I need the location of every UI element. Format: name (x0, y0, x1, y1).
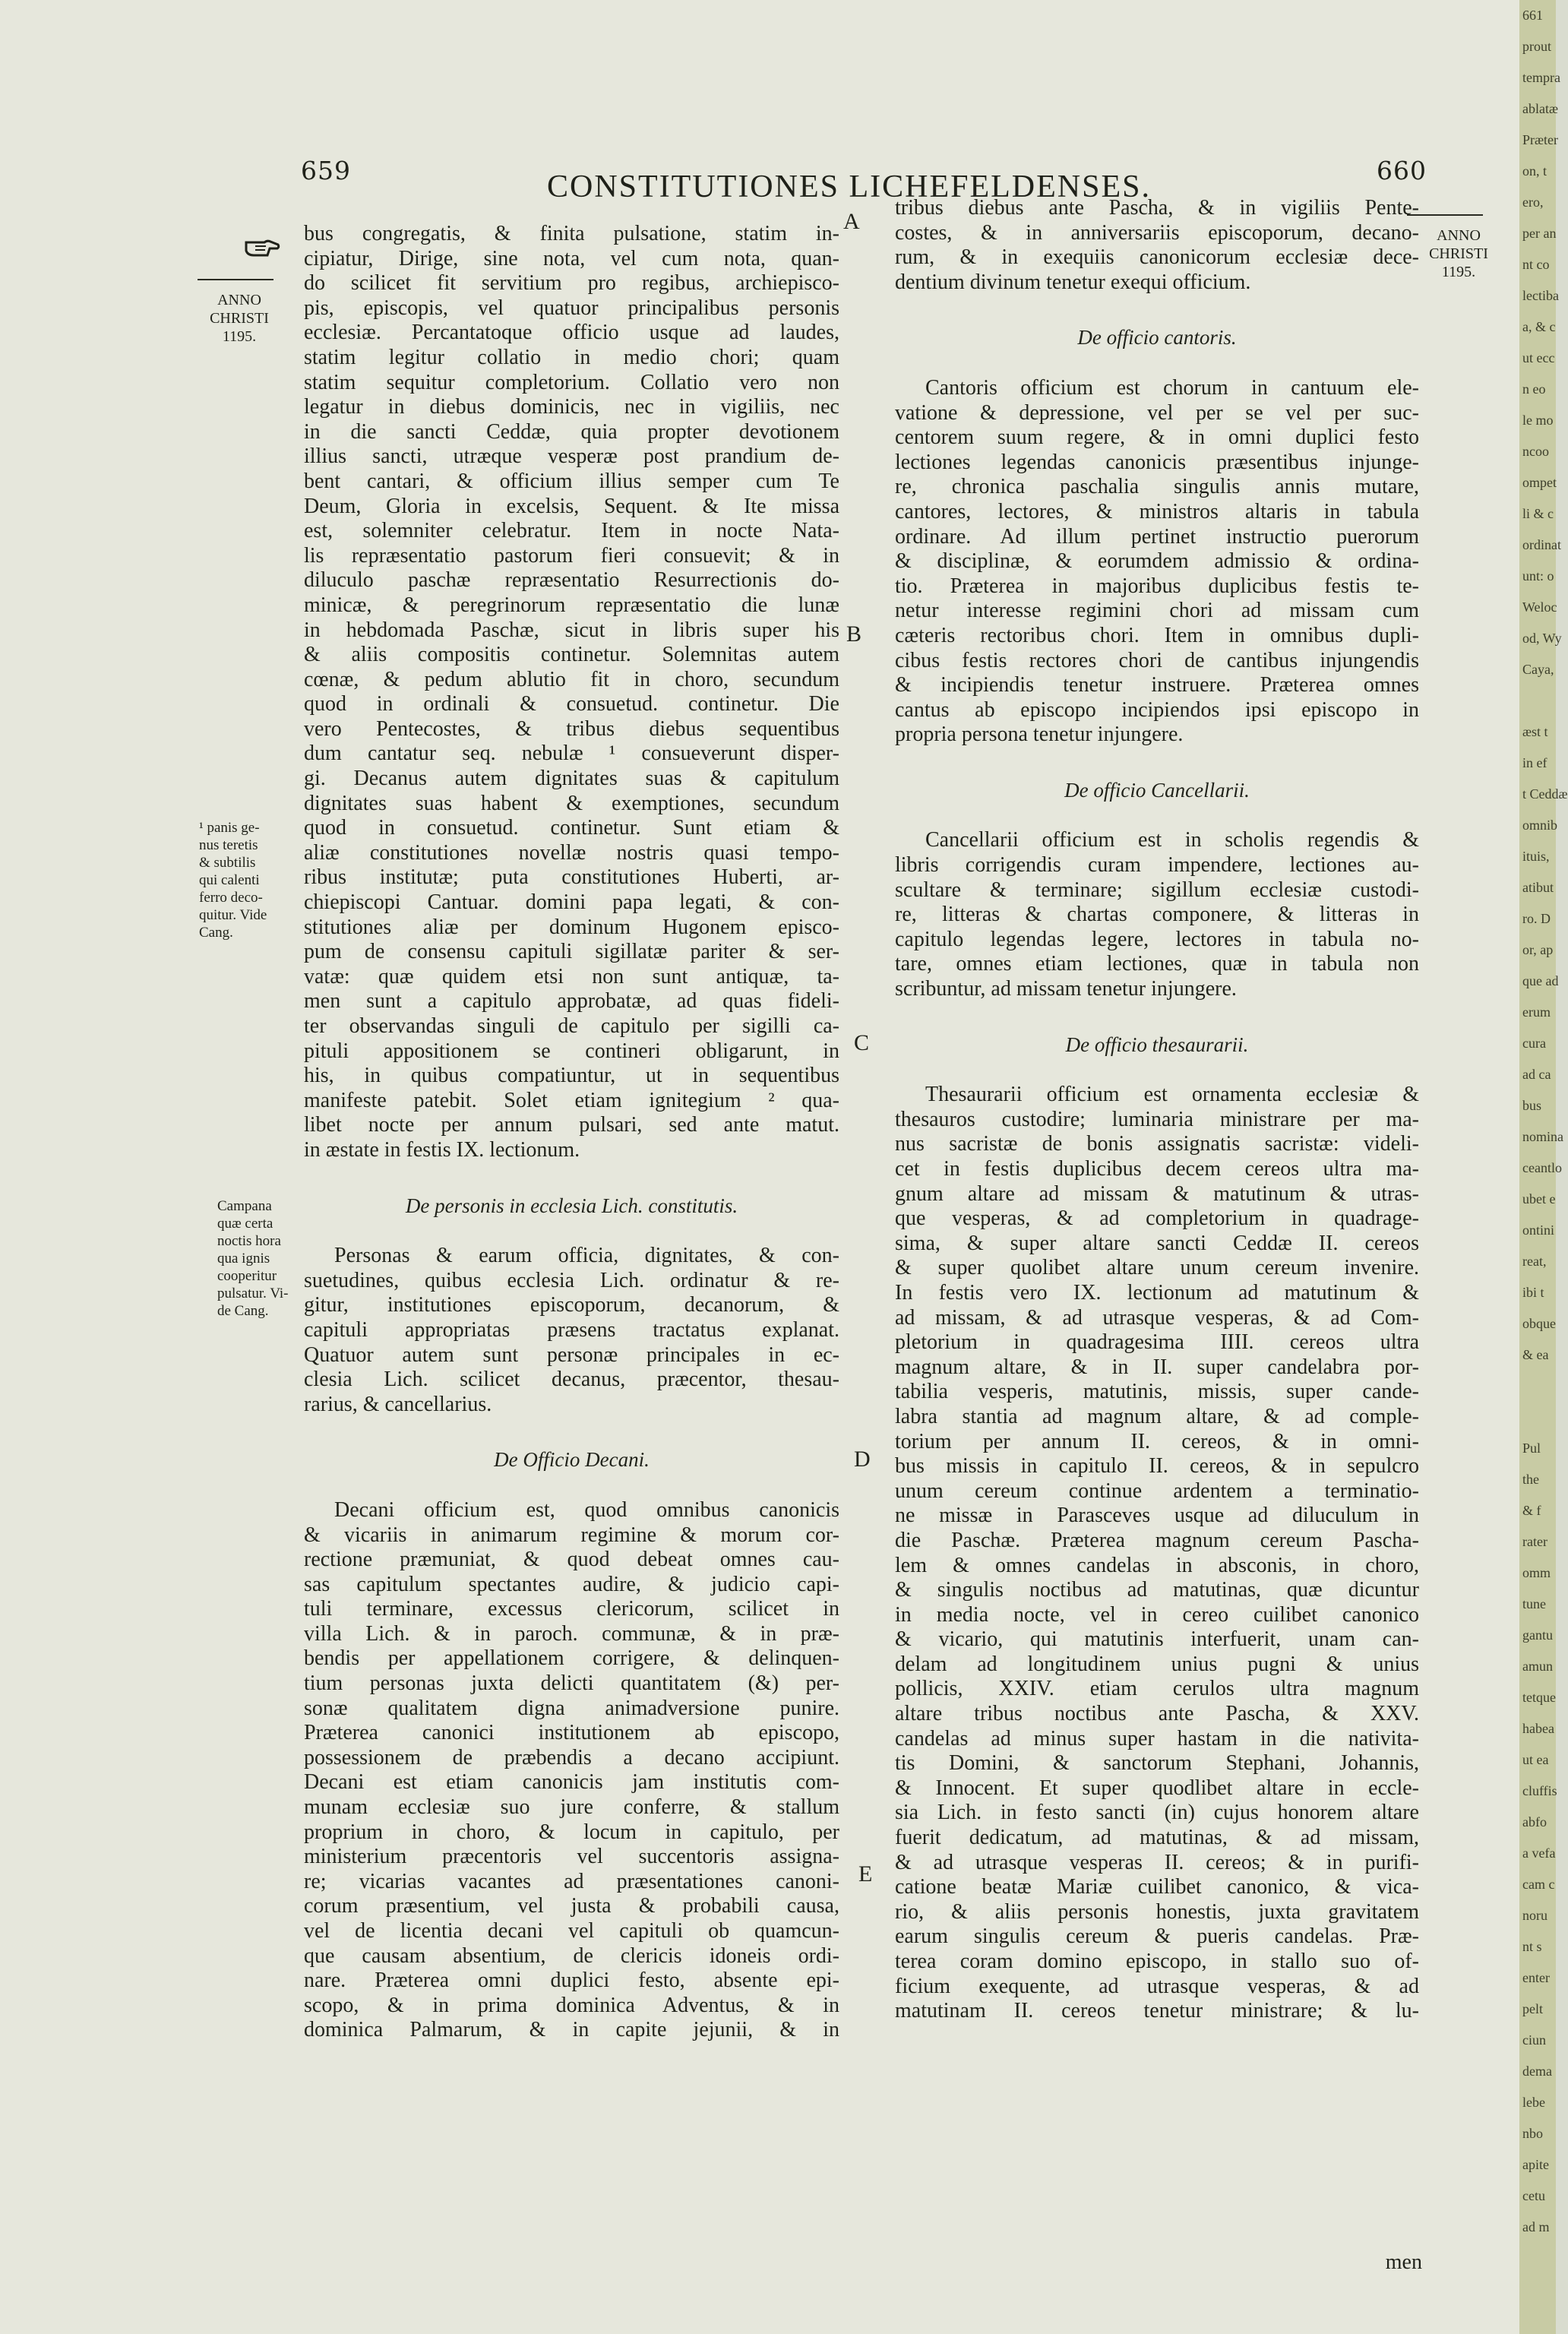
facing-line: cetu (1522, 2188, 1545, 2203)
text-line: propria persona tenetur injungere. (895, 723, 1184, 747)
text-line: sima, & super altare sancti Ceddæ II. cereos (895, 1231, 1419, 1255)
text-line: in media nocte, vel in cereo cuilibet canonico (895, 1602, 1419, 1627)
note-line: qui calenti (199, 872, 260, 888)
facing-line: omnib (1522, 818, 1558, 833)
facing-line: amun (1522, 1659, 1553, 1674)
text-line: stitutiones aliæ per dominum Hugonem episco- (304, 915, 839, 939)
text-line: tis Domini, & sanctorum Stephani, Johannis, (895, 1751, 1419, 1776)
text-line: pollicis, XXIV. etiam cerulos ultra magnum (895, 1677, 1419, 1701)
note-line: ¹ panis ge- (199, 820, 260, 836)
facing-line: cluffis (1522, 1783, 1557, 1798)
facing-line: cam c (1522, 1877, 1555, 1892)
text-line: & vicario, qui matutinis interfuerit, unam can- (895, 1627, 1419, 1652)
text-line: cet in festis duplicibus decem cereos ultra ma- (895, 1157, 1419, 1181)
facing-line: or, ap (1522, 942, 1554, 957)
text-line: aliæ constitutiones novellæ nostris quasi tempo- (304, 840, 839, 865)
text-line: tuli terminare, excessus clericorum, scilicet in (304, 1597, 839, 1621)
text-line: cæteris rectoribus chori. Item in omnibus dupli- (895, 623, 1419, 647)
facing-line (1519, 1402, 1556, 1433)
facing-line: lectiba (1522, 288, 1559, 303)
section-letter-b: B (846, 621, 862, 647)
text-line: proprium in choro, & locum in capitulo, per (304, 1820, 839, 1844)
text-line: quod in consuetud. continetur. Sunt etiam & (304, 816, 839, 840)
facing-line: dema (1522, 2064, 1552, 2079)
note-line: quæ certa (217, 1216, 273, 1232)
facing-line: ordinat (1522, 537, 1561, 552)
facing-line: & ea (1522, 1347, 1549, 1362)
facing-line: ut ea (1522, 1752, 1549, 1767)
text-line: chiepiscopi Cantuar. domini papa legati, & con- (304, 890, 839, 915)
note-line: quitur. Vide (199, 907, 267, 923)
facing-line: in ef (1522, 755, 1547, 770)
text-line: centorem suum regere, & in omni duplici festo (895, 425, 1419, 450)
text-line: Præterea canonici institutionem ab episcopo, (304, 1721, 839, 1745)
text-line: rio, & aliis personis honestis, juxta gravitatem (895, 1899, 1419, 1924)
right-column (895, 196, 1419, 2024)
facing-line: ro. D (1522, 911, 1551, 926)
text-line: costes, & in anniversariis episcoporum, decano- (895, 220, 1419, 245)
facing-line: ncoo (1522, 444, 1549, 459)
facing-line: the (1522, 1472, 1539, 1487)
section-heading-thesaurarii: De officio thesaurarii. (1065, 1033, 1249, 1056)
facing-line: Pul (1522, 1441, 1541, 1456)
margin-rule-left (198, 279, 273, 280)
facing-line: 661 (1522, 8, 1543, 23)
text-line: in æstate in festis IX. lectionum. (304, 1137, 580, 1162)
note-line: & subtilis (199, 855, 256, 871)
text-line: re; vicarias vacantes ad præsentationes canoni- (304, 1869, 839, 1893)
catchword: men (1385, 2250, 1422, 2274)
text-line: Decani officium est, quod omnibus canonicis (334, 1497, 839, 1522)
text-line: magnum altare, & in II. super candelabra por- (895, 1355, 1419, 1379)
christi-label: CHRISTI (1429, 245, 1488, 262)
note-line: pulsatur. Vi- (217, 1286, 289, 1301)
text-line: scopo, & in prima dominica Adventus, & in (304, 1993, 839, 2017)
facing-line: Præter (1522, 132, 1558, 147)
text-line: ne missæ in Parasceves usque ad diluculum in (895, 1504, 1419, 1528)
facing-line: od, Wy (1522, 631, 1562, 646)
text-line: bus missis in capitulo II. cereos, & in sepulcro (895, 1454, 1419, 1479)
text-line: In festis vero IX. lectionum ad matutinum & (895, 1280, 1419, 1305)
facing-line: obque (1522, 1316, 1556, 1331)
text-line: delam ad longitudinem unius pugni & unius (895, 1652, 1419, 1676)
text-line: tabilia vesperis, matutinis, missis, super cande- (895, 1380, 1419, 1404)
facing-line: ompet (1522, 475, 1557, 490)
note-line: nus teretis (199, 837, 258, 853)
text-line: nus sacristæ de bonis assignatis sacristæ: videli- (895, 1132, 1419, 1156)
facing-line: ontini (1522, 1222, 1555, 1238)
text-line: & Innocent. Et super quodlibet altare in eccle- (895, 1776, 1419, 1800)
facing-line (1519, 1371, 1556, 1402)
text-line: nare. Præterea omni duplici festo, absente epi- (304, 1969, 839, 1993)
text-line: ad missam, & ad utrasque vesperas, & ad Com- (895, 1305, 1419, 1330)
facing-line: ad ca (1522, 1067, 1551, 1082)
text-line: men sunt a capitulo approbatæ, ad quas fideli- (304, 989, 839, 1014)
text-line: dum cantatur seq. nebulæ ¹ consueverunt disper- (304, 742, 839, 766)
facing-line: habea (1522, 1721, 1554, 1736)
section-letter-e: E (858, 1861, 873, 1886)
text-line: illius sancti, utræque vesperæ post prandium de- (304, 444, 839, 469)
text-line: torium per annum II. cereos, & in omni- (895, 1429, 1419, 1453)
text-line: die Paschæ. Præterea magnum cereum Pascha- (895, 1528, 1419, 1552)
text-line: minicæ, & peregrinorum repræsentatio die lunæ (304, 593, 839, 617)
page-number-left: 659 (301, 156, 351, 185)
facing-line: lebe (1522, 2095, 1545, 2110)
facing-line: & f (1522, 1503, 1541, 1518)
christi-label: CHRISTI (210, 310, 269, 327)
text-line: & ad utrasque vesperas II. cereos; & in purifi- (895, 1850, 1419, 1874)
running-title: CONSTITUTIONES LICHEFELDENSES. (547, 169, 1151, 204)
text-line: cantus ab episcopo incipiendos ipsi episcopo in (895, 697, 1419, 722)
anno-christi-left (194, 291, 285, 346)
text-line: thesauros custodire; luminaria ministrare per ma- (895, 1107, 1419, 1131)
anno-label: ANNO (217, 292, 261, 308)
facing-line: prout (1522, 39, 1551, 54)
text-line: in die sancti Ceddæ, quia propter devotionem (304, 419, 839, 444)
text-line: bendis per appellationem corrigere, & delinquen- (304, 1646, 839, 1671)
text-line: dignitates suas habent & exemptiones, secundum (304, 791, 839, 815)
facing-line: nbo (1522, 2126, 1543, 2141)
facing-line: ero, (1522, 194, 1544, 210)
text-line: Cancellarii officium est in scholis regendis & (925, 828, 1419, 852)
text-line: lectiones legendas canonicis præsentibus injunge- (895, 450, 1419, 474)
facing-line: ablatæ (1522, 101, 1558, 116)
facing-page-edge (1519, 0, 1568, 2334)
text-line: tare, omnes etiam lectiones, quæ in tabula non (895, 952, 1419, 976)
margin-note-panis (199, 819, 298, 941)
facing-line: omm (1522, 1565, 1551, 1580)
text-line: gitur, institutiones episcoporum, decanorum, & (304, 1293, 839, 1317)
text-line: & singulis noctibus ad matutinas, quæ dicuntur (895, 1578, 1419, 1602)
section-letter-d: D (854, 1447, 871, 1472)
facing-line: per an (1522, 226, 1557, 241)
text-line: est, solemniter celebratur. Item in nocte Nata- (304, 519, 839, 543)
facing-line: apite (1522, 2157, 1549, 2172)
facing-line: nomina (1522, 1129, 1563, 1144)
text-line: libet nocte per annum pulsari, sed ante matut. (304, 1113, 839, 1137)
anno-christi-right (1413, 226, 1504, 281)
note-line: Cang. (199, 925, 233, 941)
facing-line: erum (1522, 1004, 1551, 1020)
facing-line: ut ecc (1522, 350, 1555, 365)
text-line: earum singulis cereum & pueris candelas. Præ- (895, 1924, 1419, 1949)
facing-line: reat, (1522, 1254, 1547, 1269)
text-line: ficium exequente, ad utrasque vesperas, & ad (895, 1974, 1419, 1998)
facing-line: Weloc (1522, 599, 1557, 615)
text-line: que vesperas, & ad completorium in quadrage- (895, 1207, 1419, 1231)
text-line: cantores, lectores, & ministros altaris in tabula (895, 499, 1419, 523)
facing-line: li & c (1522, 506, 1554, 521)
facing-line: le mo (1522, 413, 1554, 428)
text-line: statim legitur collatio in medio chori; quam (304, 345, 839, 369)
text-line: & disciplinæ, & eorumdem admissio & ordina- (895, 549, 1419, 574)
pointing-hand-icon (245, 236, 280, 258)
text-line: ordinare. Ad illum pertinet instructio puerorum (895, 524, 1419, 549)
text-line: bent cantari, & officium illius semper cum Te (304, 469, 839, 493)
facing-line: noru (1522, 1908, 1547, 1923)
text-line: tribus diebus ante Pascha, & in vigiliis Pente- (895, 196, 1419, 220)
text-line: unum cereum continue ardentem a terminatio- (895, 1479, 1419, 1503)
facing-line: ituis, (1522, 849, 1550, 864)
text-line: cipiatur, Dirige, sine nota, vel cum nota, quan- (304, 246, 839, 270)
facing-line: enter (1522, 1970, 1550, 1985)
text-line: matutinam II. cereos tenetur ministrare; & lu- (895, 1999, 1419, 2023)
facing-line: t Ceddæ (1522, 786, 1568, 802)
facing-line: cura (1522, 1036, 1546, 1051)
facing-line: atibut (1522, 880, 1554, 895)
facing-line: æst t (1522, 724, 1548, 739)
text-line: ministerium præcentoris vel succentoris assigna- (304, 1845, 839, 1869)
text-line: fuerit dedicatum, ad matutinas, & ad missam, (895, 1826, 1419, 1850)
text-line: capitulo legendas legere, lectores in tabula no- (895, 927, 1419, 951)
margin-note-campana (217, 1197, 316, 1320)
text-line: legatur in diebus dominicis, nec in vigiliis, nec (304, 395, 839, 419)
note-line: de Cang. (217, 1303, 269, 1319)
text-line: vatione & depressione, vel per se vel per suc- (895, 400, 1419, 425)
text-line: scultare & terminare; sigillum ecclesiæ custodi- (895, 878, 1419, 902)
text-line: vero Pentecostes, & tribus diebus sequentibus (304, 716, 839, 741)
text-line: & aliis compositis continetur. Solemnitas autem (304, 643, 839, 667)
facing-line: pelt (1522, 2001, 1543, 2016)
text-line: ribus institutæ; puta constitutiones Huberti, ar- (304, 865, 839, 890)
facing-line: ceantlo (1522, 1160, 1562, 1175)
page-number-right: 660 (1377, 156, 1427, 185)
section-heading-cantoris: De officio cantoris. (1077, 326, 1237, 349)
facing-line: a vefa (1522, 1845, 1556, 1861)
text-line: catione beatæ Mariæ cuilibet canonico, & vica- (895, 1875, 1419, 1899)
text-line: pum de consensu capituli sigillatæ pariter & ser- (304, 940, 839, 964)
text-line: labra stantia ad magnum altare, & ad comple- (895, 1404, 1419, 1428)
text-line: & vicariis in animarum regimine & morum cor- (304, 1523, 839, 1547)
text-line: gnum altare ad missam & matutinum & utras- (895, 1181, 1419, 1206)
facing-line: nt s (1522, 1939, 1542, 1954)
text-line: Thesaurarii officium est ornamenta ecclesiæ & (925, 1083, 1419, 1107)
facing-line: on, t (1522, 163, 1547, 179)
facing-line: ciun (1522, 2032, 1546, 2048)
text-line: terea coram domino episcopo, in stallo suo of- (895, 1950, 1419, 1973)
facing-line: unt: o (1522, 568, 1554, 584)
text-line: gi. Decanus autem dignitates suas & capitulum (304, 767, 839, 791)
text-line: ecclesiæ. Percantatoque officio usque ad laudes, (304, 321, 839, 345)
text-line: vatæ: quæ quidem etsi non sunt antiquæ, ta- (304, 964, 839, 988)
text-line: bus congregatis, & finita pulsatione, statim in- (304, 222, 839, 245)
text-line: cibus festis rectores chori de cantibus injungendis (895, 648, 1419, 672)
note-line: qua ignis (217, 1251, 270, 1267)
text-line: Quatuor autem sunt personæ principales in ec- (304, 1343, 839, 1367)
text-line: pituli appositionem se contineri obligarunt, in (304, 1039, 839, 1063)
facing-line: ibi t (1522, 1285, 1544, 1300)
note-line: ferro deco- (199, 890, 263, 906)
facing-line: abfo (1522, 1814, 1547, 1830)
facing-line: tempra (1522, 70, 1560, 85)
text-line: in hebdomada Paschæ, sicut in libris super his (304, 618, 839, 642)
text-line: & incipiendis tenetur instruere. Præterea omnes (895, 673, 1419, 697)
text-line: clesia Lich. scilicet decanus, præcentor, thesau- (304, 1368, 839, 1392)
facing-line: ubet e (1522, 1191, 1556, 1207)
section-heading-personis: De personis in ecclesia Lich. constitutis. (405, 1194, 738, 1217)
text-line: altare tribus noctibus ante Pascha, & XXV. (895, 1702, 1419, 1726)
text-line: tium personas juxta delicti quantitatem (&) per- (304, 1671, 839, 1696)
facing-line: rater (1522, 1534, 1547, 1549)
note-line: noctis hora (217, 1233, 281, 1249)
text-line: Cantoris officium est chorum in cantuum ele- (925, 375, 1419, 400)
text-line: re, litteras & chartas componere, & litteras in (895, 903, 1419, 927)
text-line: lem & omnes candelas in absconis, in choro, (895, 1553, 1419, 1577)
text-line: do scilicet fit servitium pro regibus, archiepisco- (304, 271, 839, 296)
text-line: Personas & earum officia, dignitates, & con- (334, 1244, 839, 1268)
text-line: dentium divinum tenetur exequi officium. (895, 270, 1251, 294)
text-line: corum præsentium, vel justa & probabili causa, (304, 1894, 839, 1918)
text-line: possessionem de præbendis a decano accipiunt. (304, 1745, 839, 1769)
text-line: re, chronica paschalia singulis annis mutare, (895, 475, 1419, 499)
text-line: sia Lich. in festo sancti (in) cujus honorem altare (895, 1801, 1419, 1825)
facing-line: ad m (1522, 2219, 1550, 2234)
text-line: villa Lich. & in paroch. communæ, & in præ- (304, 1621, 839, 1646)
section-letter-a: A (843, 209, 860, 234)
year-label: 1195. (1441, 264, 1476, 280)
facing-line: que ad (1522, 973, 1559, 988)
facing-line: n eo (1522, 381, 1546, 397)
text-line: scribuntur, ad missam tenetur injungere. (895, 977, 1237, 1001)
text-line: sonæ qualitatem digna animadversione punire. (304, 1696, 839, 1720)
section-letter-c: C (854, 1030, 870, 1055)
facing-line: Caya, (1522, 662, 1554, 677)
text-line: tio. Præterea in majoribus duplicibus festis te- (895, 574, 1419, 598)
text-line: Deum, Gloria in excelsis, Sequent. & Ite missa (304, 494, 839, 518)
year-label: 1195. (222, 328, 257, 345)
text-line: vel de licentia decani vel capituli ob quamcun- (304, 1919, 839, 1943)
note-line: cooperitur (217, 1268, 277, 1284)
text-line: suetudines, quibus ecclesia Lich. ordinatur & re- (304, 1268, 839, 1292)
text-line: pis, episcopis, vel quatuor principalibus personis (304, 296, 839, 320)
text-line: diluculo paschæ repræsentatio Resurrectionis do- (304, 568, 839, 593)
section-heading-cancellarii: De officio Cancellarii. (1064, 778, 1250, 802)
facing-line: tetque (1522, 1690, 1556, 1705)
facing-line: bus (1522, 1098, 1542, 1113)
text-line: Decani est etiam canonicis jam institutis com- (304, 1770, 839, 1795)
text-line: rectione præmuniat, & quod debeat omnes cau- (304, 1548, 839, 1572)
text-line: dominica Palmarum, & in capite jejunii, & in (304, 2018, 839, 2042)
text-line: his, in quibus compatiuntur, ut in sequentibus (304, 1064, 839, 1088)
text-line: quod in ordinali & consuetud. continetur. Die (304, 692, 839, 716)
text-line: netur interesse regimini chori ad missam cum (895, 599, 1419, 623)
text-line: cœnæ, & pedum ablutio fit in choro, secundum (304, 667, 839, 691)
text-line: capituli appropriatas præsens tractatus explanat. (304, 1317, 839, 1342)
note-line: Campana (217, 1198, 272, 1214)
text-line: sas capitulum spectantes audire, & judicio capi- (304, 1572, 839, 1596)
text-line: libris corrigendis curam impendere, lectiones au- (895, 853, 1419, 878)
facing-line: gantu (1522, 1627, 1553, 1643)
text-line: rum, & in exequiis canonicorum ecclesiæ dece- (895, 245, 1419, 270)
text-line: candelas ad minus super hastam in die nativita- (895, 1726, 1419, 1750)
facing-line: a, & c (1522, 319, 1556, 334)
section-heading-decani: De Officio Decani. (494, 1448, 650, 1472)
facing-line: tune (1522, 1596, 1546, 1611)
text-line: statim sequitur completorium. Collatio vero non (304, 370, 839, 394)
text-line: rarius, & cancellarius. (304, 1392, 492, 1416)
anno-label: ANNO (1437, 227, 1481, 244)
text-line: & super quolibet altare unum cereum invenire. (895, 1256, 1419, 1280)
left-column (304, 222, 839, 2043)
text-line: munam ecclesiæ suo jure conferre, & stallum (304, 1795, 839, 1820)
facing-line: nt co (1522, 257, 1550, 272)
text-line: que causam absentium, de clericis idoneis ordi- (304, 1943, 839, 1968)
text-line: lis repræsentatio pastorum fieri consuevit; & in (304, 543, 839, 568)
text-line: ter observandas singuli de capitulo per sigilli ca- (304, 1014, 839, 1038)
facing-line (1519, 685, 1556, 716)
text-line: pletorium in quadragesima IIII. cereos ultra (895, 1330, 1419, 1355)
text-line: manifeste patebit. Solet etiam ignitegium ² qua- (304, 1088, 839, 1112)
